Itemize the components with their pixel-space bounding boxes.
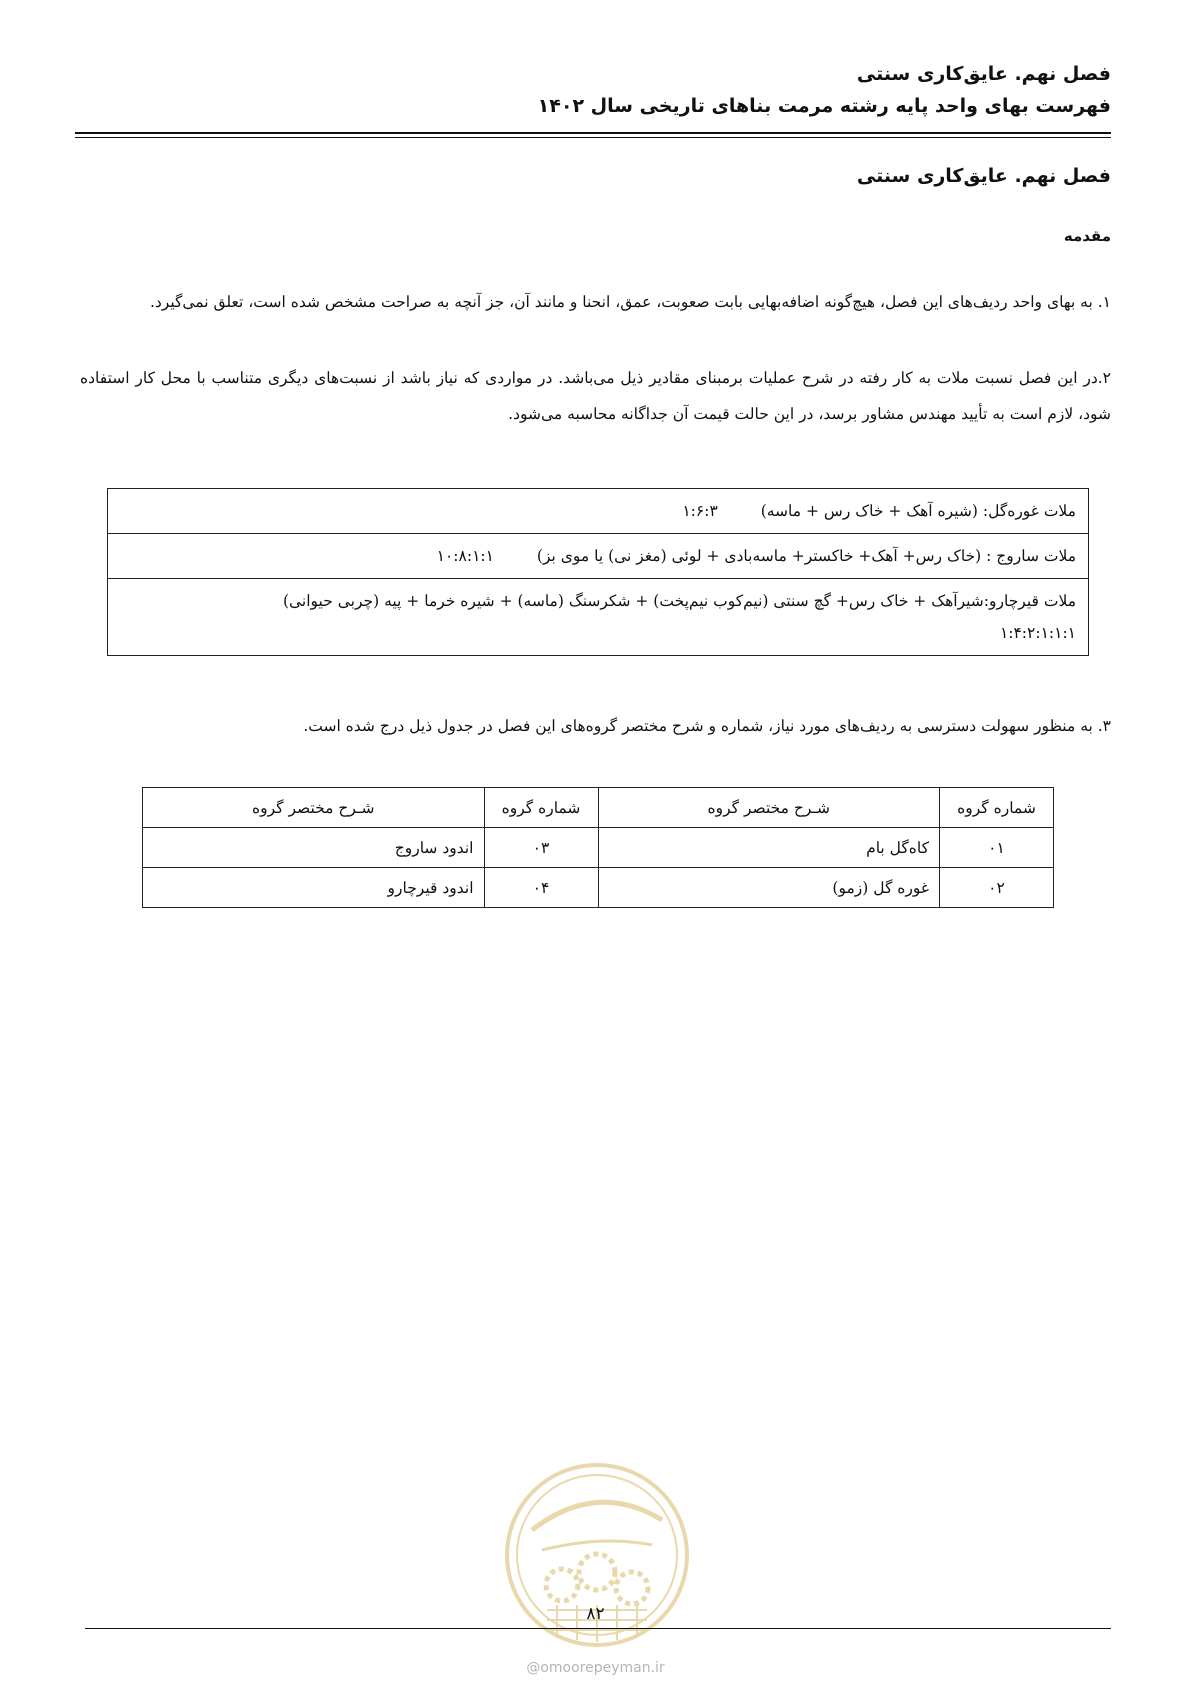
mortar-row-ratio: ۱:۶:۳ — [682, 502, 718, 520]
website-watermark: @omoorepeyman.ir — [526, 1660, 665, 1676]
table-header-cell: شماره گروه — [484, 788, 598, 828]
table-header-cell: شـرح مختصر گروه — [598, 788, 940, 828]
table-cell: اندود قیرچارو — [143, 868, 485, 908]
table-cell: کاه‌گل بام — [598, 828, 940, 868]
table-cell: ۰۴ — [484, 868, 598, 908]
paragraph-3: ۳. به منظور سهولت دسترسی به ردیف‌های مورد نیاز، شماره و شرح مختصر گروه‌های این فصل در جدول ذیل درج شده است. — [303, 717, 1111, 735]
table-row — [143, 828, 1054, 868]
mortar-row-ratio: ۱۰:۸:۱:۱ — [436, 547, 494, 565]
footer-rule — [85, 1628, 1111, 1629]
table-cell: اندود ساروج — [143, 828, 485, 868]
header-chapter-line: فصل نهم. عایق‌کاری سنتی — [856, 63, 1111, 85]
mortar-row-ratio: ۱:۴:۲:۱:۱:۱ — [999, 624, 1076, 642]
table-header-cell: شـرح مختصر گروه — [143, 788, 485, 828]
table-cell: ۰۳ — [484, 828, 598, 868]
intro-heading: مقدمه — [1063, 227, 1111, 245]
table-header-cell: شماره گروه — [940, 788, 1054, 828]
mortar-row-text: ملات غوره‌گل: (شیره آهک + خاک رس + ماسه) — [760, 502, 1076, 520]
page-number: ۸۲ — [586, 1604, 605, 1624]
chapter-title: فصل نهم. عایق‌کاری سنتی — [856, 165, 1111, 187]
table-cell: ۰۲ — [940, 868, 1054, 908]
mortar-row-ghoore-gel — [108, 489, 1088, 534]
table-row — [143, 868, 1054, 908]
mortar-row-sarooj — [108, 534, 1088, 579]
groups-table — [142, 787, 1054, 908]
header-rule-thin — [75, 137, 1111, 138]
table-cell: غوره گل (زمو) — [598, 868, 940, 908]
mortar-row-text: ملات ساروج : (خاک رس+ آهک+ خاکستر+ ماسه‌بادی + لوئی (مغز نی) یا موی بز) — [536, 547, 1076, 565]
mortar-row-ghirchaaroo — [108, 579, 1088, 655]
header-rule-thick — [75, 132, 1111, 134]
table-header-row — [143, 788, 1054, 828]
paragraph-1: ۱. به بهای واحد ردیف‌های این فصل، هیچ‌گونه اضافه‌بهایی بابت صعوبت، عمق، انحنا و مانند آن، جز آنچه به صراحت مشخص شده است، تعلق نمی‌گیرد. — [149, 293, 1111, 311]
running-header — [80, 58, 1111, 122]
table-cell: ۰۱ — [940, 828, 1054, 868]
mortar-row-text: ملات قیرچارو:شیرآهک + خاک رس+ گچ سنتی (نیم‌کوب نیم‌پخت) + شکرسنگ (ماسه) + شیره خرما + پیه (چربی حیوانی) — [282, 592, 1076, 610]
header-document-title: فهرست بهای واحد پایه رشته مرمت بناهای تاریخی سال ۱۴۰۲ — [537, 95, 1111, 117]
paragraph-2: ۲.در این فصل نسبت ملات به کار رفته در شرح عملیات برمبنای مقادیر ذیل می‌باشد. در مواردی که نیاز باشد از نسبت‌های دیگری متناسب با محل کار استفاده شود، لازم است به تأیید مهندس مشاور برسد، در این حالت قیمت آن جداگانه محاسبه می‌شود. — [80, 369, 1111, 423]
mortar-ratio-box — [107, 488, 1089, 656]
